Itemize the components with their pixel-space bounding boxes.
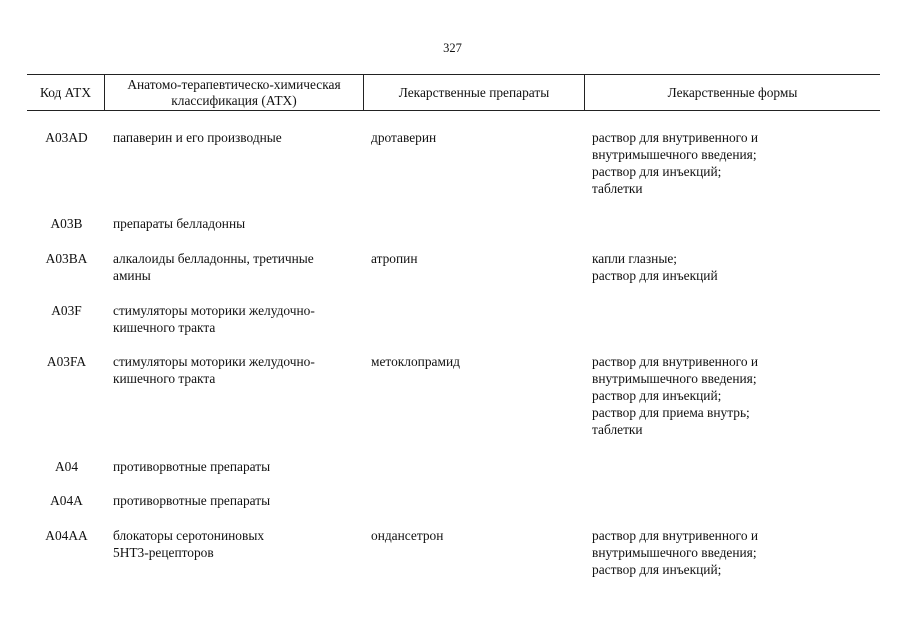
atc-classification	[113, 215, 363, 232]
dosage-form-line: таблетки	[592, 422, 643, 437]
dosage-form-line: раствор для инъекций;	[592, 562, 722, 577]
atc-classification	[113, 353, 363, 387]
drug-name: атропин	[371, 251, 418, 266]
atc-classification	[113, 129, 363, 146]
classification-line: кишечного тракта	[113, 371, 216, 386]
atc-code: A03FA	[46, 354, 87, 369]
classification-line: алкалоиды белладонны, третичные	[113, 251, 314, 266]
header-classification-line-2: классификация (АТХ)	[171, 92, 297, 108]
atc-code: A03BA	[45, 251, 88, 266]
page-number: 327	[443, 41, 462, 55]
atc-code: A03F	[51, 303, 82, 318]
classification-line: стимуляторы моторики желудочно-	[113, 303, 315, 318]
dosage-form-line: капли глазные;	[592, 251, 677, 266]
dosage-forms	[592, 250, 882, 284]
classification-line: 5HT3-рецепторов	[113, 545, 214, 560]
classification-line: кишечного тракта	[113, 320, 216, 335]
classification-line: противорвотные препараты	[113, 493, 271, 508]
table-header-rule	[27, 110, 880, 111]
drug-name: метоклопрамид	[371, 354, 460, 369]
header-forms: Лекарственные формы	[667, 84, 798, 100]
dosage-form-line: раствор для инъекций;	[592, 388, 722, 403]
dosage-forms	[592, 527, 882, 578]
atc-code: A03B	[50, 216, 83, 231]
atc-classification	[113, 492, 363, 509]
atc-code: A04AA	[45, 528, 88, 543]
dosage-form-line: раствор для инъекций	[592, 268, 718, 283]
atc-classification	[113, 302, 363, 336]
atc-classification	[113, 458, 363, 475]
drug-name: ондансетрон	[371, 528, 444, 543]
header-classification	[105, 75, 363, 110]
dosage-form-line: раствор для внутривенного и	[592, 130, 759, 145]
header-drugs: Лекарственные препараты	[398, 84, 550, 100]
dosage-form-line: внутримышечного введения;	[592, 147, 757, 162]
dosage-form-line: внутримышечного введения;	[592, 371, 757, 386]
classification-line: противорвотные препараты	[113, 459, 271, 474]
dosage-form-line: таблетки	[592, 181, 643, 196]
dosage-form-line: раствор для внутривенного и	[592, 354, 759, 369]
classification-line: блокаторы серотониновых	[113, 528, 265, 543]
dosage-forms	[592, 129, 882, 197]
atc-classification	[113, 527, 363, 561]
dosage-form-line: раствор для приема внутрь;	[592, 405, 750, 420]
atc-code: A04A	[50, 493, 83, 508]
dosage-form-line: раствор для внутривенного и	[592, 528, 759, 543]
atc-code: A04	[54, 459, 79, 474]
header-code: Код АТХ	[39, 84, 92, 100]
classification-line: амины	[113, 268, 151, 283]
classification-line: препараты белладонны	[113, 216, 246, 231]
atc-code: A03AD	[45, 130, 88, 145]
classification-line: папаверин и его производные	[113, 130, 282, 145]
dosage-forms	[592, 353, 882, 438]
drug-name: дротаверин	[371, 130, 437, 145]
header-classification-line-1: Анатомо-терапевтическо-химическая	[127, 76, 341, 92]
dosage-form-line: раствор для инъекций;	[592, 164, 722, 179]
atc-classification	[113, 250, 363, 284]
classification-line: стимуляторы моторики желудочно-	[113, 354, 315, 369]
dosage-form-line: внутримышечного введения;	[592, 545, 757, 560]
